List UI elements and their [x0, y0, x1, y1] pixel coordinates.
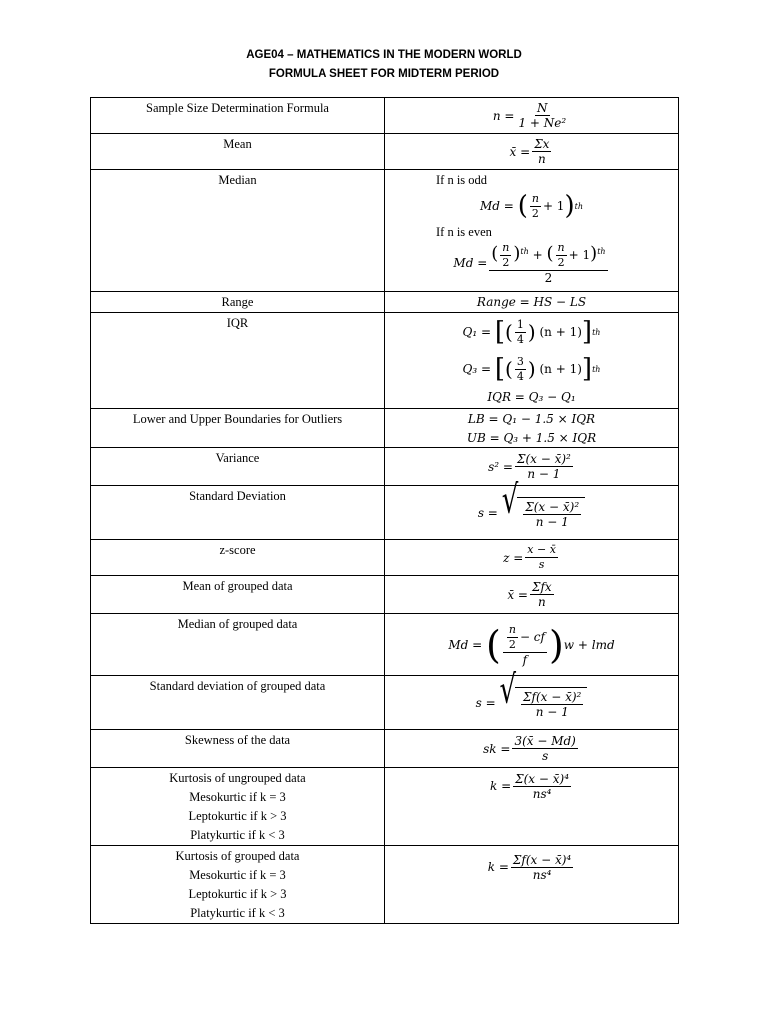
document-title: AGE04 – MATHEMATICS IN THE MODERN WORLD — [246, 49, 522, 61]
mesokurtic-line: Mesokurtic if k = 3 — [189, 790, 286, 804]
row-label: Range — [91, 292, 385, 313]
row-label: IQR — [91, 313, 385, 409]
platykurtic-line: Platykurtic if k < 3 — [190, 906, 285, 920]
formula-cell — [385, 667, 679, 730]
kurtosis-ungrouped-title: Kurtosis of ungrouped data — [169, 771, 306, 785]
zscore-formula: z = $\frac{x - x̄}{s}$ — [503, 543, 556, 571]
formula-cell — [385, 134, 679, 170]
std-grouped-formula: s = √ $\frac{\text{Σf(x − x̄)²}}{n - 1}$ — [385, 676, 678, 729]
lower-boundary-formula: LB = Q₁ − 1.5 × IQR — [467, 411, 596, 426]
formula-cell — [385, 846, 679, 924]
kurtosis-ungrouped-formula: k = $\frac{\text{Σ(x − x̄)⁴}}{\text{ns⁴}}$ — [489, 771, 570, 801]
table-row — [91, 170, 679, 292]
platykurtic-line: Platykurtic if k < 3 — [190, 828, 285, 842]
table-row — [91, 313, 679, 409]
table-row — [91, 576, 679, 614]
table-row — [91, 409, 679, 448]
kurtosis-grouped-title: Kurtosis of grouped data — [175, 849, 300, 863]
row-label: Sample Size Determination Formula — [91, 98, 385, 134]
table-row — [91, 486, 679, 540]
skewness-formula: sk = $\frac{3(x̄ - Md)}{s}$ — [483, 734, 576, 763]
leptokurtic-line: Leptokurtic if k > 3 — [188, 887, 287, 901]
formula-table — [90, 97, 679, 924]
row-label: Mean of grouped data — [91, 576, 385, 614]
median-odd-text: If n is odd — [436, 173, 488, 187]
formula-cell — [385, 313, 679, 409]
table-row — [91, 134, 679, 170]
variance-formula: s² = $\frac{\text{Σ(x − x̄)²}}{n - 1}$ — [488, 452, 571, 481]
row-label: z-score — [91, 540, 385, 576]
formula-cell — [385, 730, 679, 768]
q3-formula: Q₃ = [ ( $\frac{3}{4}$ ) (n + 1) ] th — [462, 354, 601, 384]
table-row — [91, 98, 679, 134]
leptokurtic-line: Leptokurtic if k > 3 — [188, 809, 287, 823]
median-even-formula: Md = ( $\frac{n}{2}$ )$^{th}$ + ( $\frac{n}{2}$ + 1)$^{th}$ 2 — [453, 241, 606, 285]
row-label: Standard Deviation — [91, 486, 385, 540]
mean-grouped-formula: x̄ = $\frac{\text{Σfx}}{n}$ — [507, 580, 552, 609]
document-subtitle: FORMULA SHEET FOR MIDTERM PERIOD — [268, 68, 500, 80]
formula-cell — [385, 540, 679, 576]
table-row — [91, 614, 679, 676]
sample-size-formula: n = $\frac{N}{\text{1 + Ne²}}$ — [492, 101, 567, 130]
row-label: Lower and Upper Boundaries for Outliers — [91, 409, 385, 448]
table-row — [91, 448, 679, 486]
median-odd-formula: Md = ( $\frac{n}{2}$ + 1 ) th — [480, 191, 583, 221]
row-label: Median — [91, 170, 385, 292]
formula-cell — [385, 98, 679, 134]
formula-cell — [385, 409, 679, 448]
table-row — [91, 540, 679, 576]
row-label: Mean — [91, 134, 385, 170]
formula-cell — [385, 170, 679, 292]
formula-cell — [385, 477, 679, 540]
row-label: Skewness of the data — [91, 730, 385, 768]
formula-cell — [385, 292, 679, 313]
table-row — [91, 292, 679, 313]
median-grouped-formula: Md = ( $\frac{n}{2}$ − cf f ) w + lmd — [448, 622, 615, 667]
formula-cell — [385, 768, 679, 846]
range-formula: Range = HS − LS — [476, 294, 587, 309]
formula-cell — [385, 448, 679, 486]
mean-formula: x̄ = $\frac{\Sigma x}{n}$ — [509, 137, 550, 166]
std-formula: s = √ $\frac{\text{Σ(x − x̄)²}}{n - 1}$ — [385, 486, 678, 539]
table-row — [91, 676, 679, 730]
table-row — [91, 846, 679, 924]
row-label — [91, 768, 385, 846]
row-label: Standard deviation of grouped data — [91, 676, 385, 730]
q1-formula: Q₁ = [ ( $\frac{1}{4}$ ) (n + 1) ] th — [462, 317, 601, 347]
row-label: Variance — [91, 448, 385, 486]
median-even-text: If n is even — [436, 225, 492, 239]
row-label — [91, 846, 385, 924]
upper-boundary-formula: UB = Q₃ + 1.5 × IQR — [466, 430, 597, 445]
kurtosis-grouped-formula: k = $\frac{\text{Σf(x − x̄)⁴}}{\text{ns⁴}}$ — [487, 852, 572, 882]
mesokurtic-line: Mesokurtic if k = 3 — [189, 868, 286, 882]
iqr-formula: IQR = Q₃ − Q₁ — [487, 390, 576, 404]
table-row — [91, 730, 679, 768]
formula-cell — [385, 614, 679, 676]
formula-cell — [385, 576, 679, 614]
row-label: Median of grouped data — [91, 614, 385, 676]
table-row — [91, 768, 679, 846]
